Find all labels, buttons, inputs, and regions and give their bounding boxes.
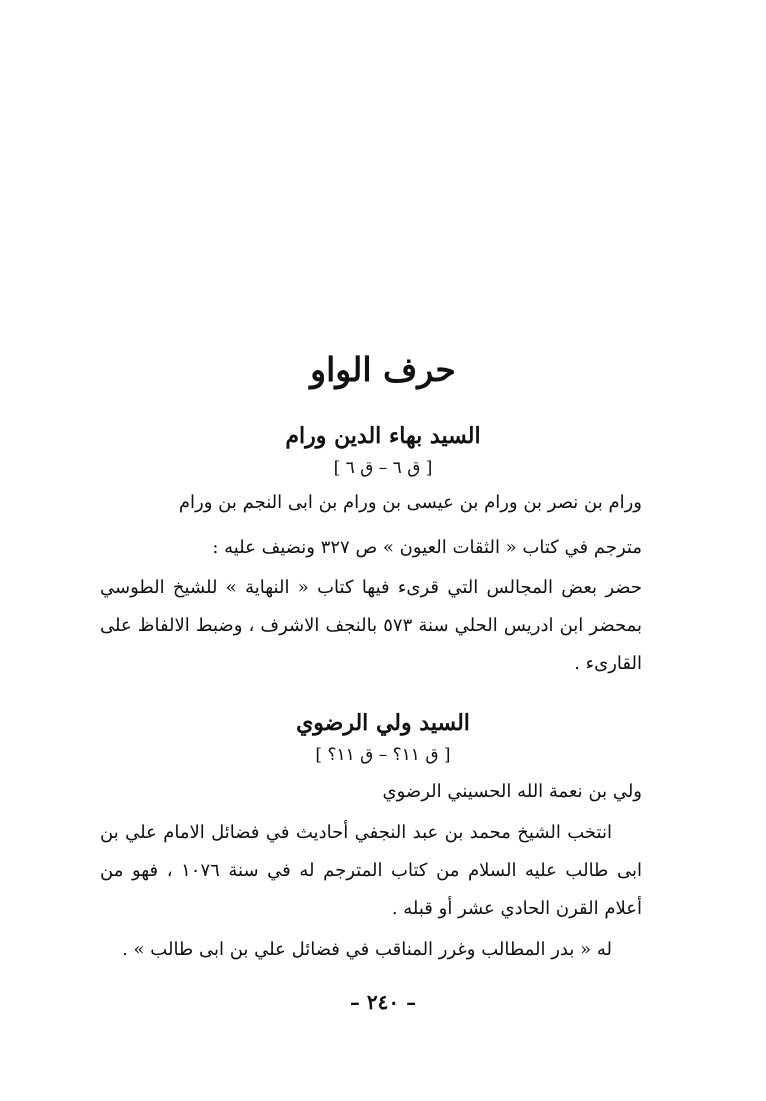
entry-title-wali-alradawi: السيد ولي الرضوي [296,710,470,736]
entry-century-ref: [ ق ١١؟ – ق ١١؟ ] [315,745,451,765]
entry-lineage: ورام بن نصر بن ورام بن عيسى بن ورام بن ابى النجم بن ورام [178,492,642,513]
entry-body-paragraph: حضر بعض المجالس التي قرىء فيها كتاب « النهاية » للشيخ الطوسي بمحضر ابن ادريس الحلي سنة ٥٧٣ بالنجف الاشرف ، وضبط الالفاظ على القارىء . [100,577,642,674]
chapter-title: حرف الواو [310,350,456,389]
page-number: – ٢٤٠ – [349,990,417,1014]
entry-title-bahaa-aldin-warram: السيد بهاء الدين ورام [285,423,481,449]
entry-body-paragraph: انتخب الشيخ محمد بن عبد النجفي أحاديث في فضائل الامام علي بن ابى طالب عليه السلام من كتاب المترجم له في سنة ١٠٧٦ ، فهو من أعلام القرن الحادي عشر أو قبله . [100,822,642,919]
entry-works-line: له « بدر المطالب وغرر المناقب في فضائل علي بن ابى طالب » . [122,939,612,960]
entry-lineage: ولي بن نعمة الله الحسيني الرضوي [382,781,642,802]
entry-century-ref: [ ق ٦ – ق ٦ ] [333,458,433,478]
entry-source-note: مترجم في كتاب « الثقات العيون » ص ٣٢٧ ونضيف عليه : [212,537,642,558]
